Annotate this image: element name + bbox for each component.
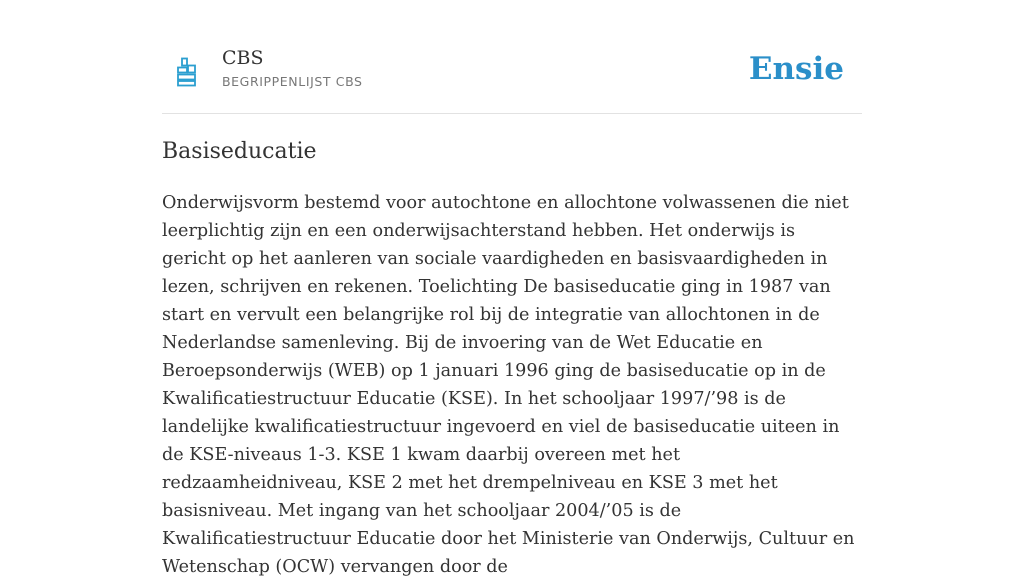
source-subtitle[interactable]: BEGRIPPENLIJST CBS <box>222 74 363 89</box>
term-title: Basiseducatie <box>162 139 317 164</box>
ensie-logo[interactable]: Ensie <box>748 51 844 87</box>
source-header <box>162 40 862 114</box>
definition-text: Onderwijsvorm bestemd voor autochtone en allochtone volwassenen die niet leerplichtig zijn en een onderwijsachterstand hebben. Het onderwijs is gericht op het aanleren van sociale vaardigheden en basisvaardigheden in lezen, schrijven en rekenen. Toelichting De basiseducatie ging in 1987 van start en vervult een belangrijke rol bij de integratie van allochtonen in de Nederlandse samenleving. Bij de invoering van de Wet Educatie en Beroepsonderwijs (WEB) op 1 januari 1996 ging de basiseducatie op in de Kwalificatiestructuur Educatie (KSE). In het schooljaar 1997/’98 is de landelijke kwalificatiestructuur ingevoerd en viel de basiseducatie uiteen in de KSE-niveaus 1-3. KSE 1 kwam daarbij overeen met het redzaamheidniveau, KSE 2 met het drempelniveau en KSE 3 met het basisniveau. Met ingang van het schooljaar 2004/’05 is de Kwalificatiestructuur Educatie door het Ministerie van Onderwijs, Cultuur en Wetenschap (OCW) vervangen door de <box>162 193 855 577</box>
source-name[interactable]: CBS <box>222 47 264 69</box>
cbs-logo-icon[interactable] <box>176 57 198 87</box>
